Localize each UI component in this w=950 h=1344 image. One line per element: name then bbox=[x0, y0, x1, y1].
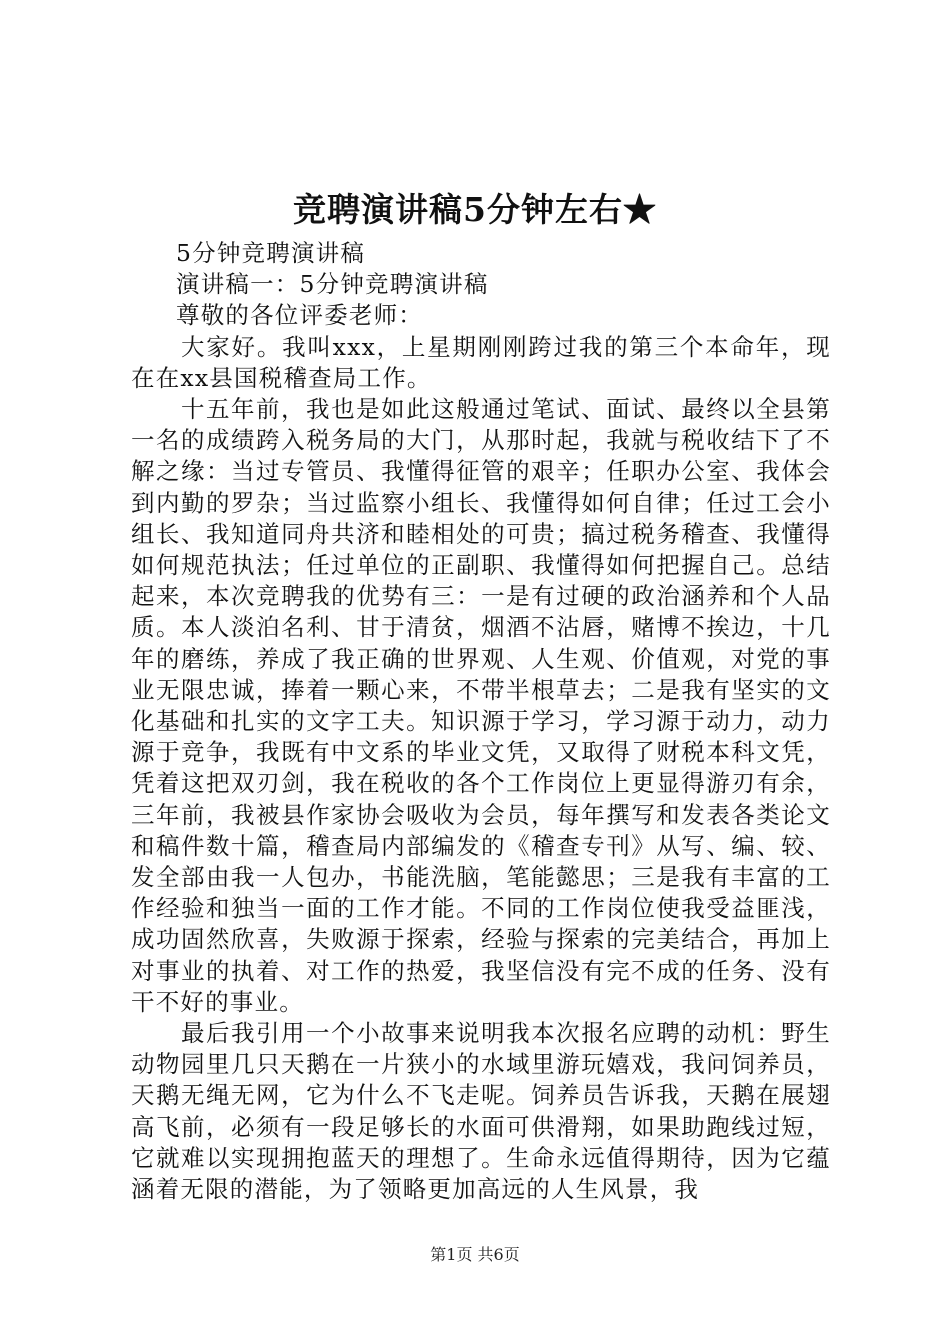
document-title: 竞聘演讲稿5分钟左右★ bbox=[293, 190, 657, 229]
paragraph-greeting: 大家好。我叫xxx，上星期刚刚跨过我的第三个本命年，现在在xx县国税稽查局工作。 bbox=[131, 332, 831, 392]
document-body bbox=[131, 238, 831, 1205]
paragraph-story: 最后我引用一个小故事来说明我本次报名应聘的动机：野生动物园里几只天鹅在一片狭小的水域里游玩嬉戏，我问饲养员，天鹅无绳无网，它为什么不飞走呢。饲养员告诉我，天鹅在展翅高飞前，必须有一段足够长的水面可供滑翔，如果助跑线过短，它就难以实现拥抱蓝天的理想了。生命永远值得期待，因为它蕴涵着无限的潜能，为了领略更加高远的人生风景，我 bbox=[131, 1019, 831, 1204]
salutation-line: 尊敬的各位评委老师： bbox=[176, 301, 423, 330]
page-number-footer: 第1页 共6页 bbox=[430, 1245, 520, 1264]
section-heading: 演讲稿一：5分钟竞聘演讲稿 bbox=[176, 270, 489, 299]
subtitle-line: 5分钟竞聘演讲稿 bbox=[176, 239, 366, 267]
paragraph-experience: 十五年前，我也是如此这般通过笔试、面试、最终以全县第一名的成绩跨入税务局的大门，从那时起，我就与税收结下了不解之缘：当过专管员、我懂得征管的艰辛；任职办公室、我体会到内勤的罗杂；当过监察小组长、我懂得如何自律；任过工会小组长、我知道同舟共济和睦相处的可贵；搞过税务稽查、我懂得如何规范执法；任过单位的正副职、我懂得如何把握自己。总结起来，本次竞聘我的优势有三：一是有过硬的政治涵养和个人品质。本人淡泊名利、甘于清贫，烟酒不沾唇，赌博不挨边，十几年的磨练，养成了我正确的世界观、人生观、价值观，对党的事业无限忠诚，捧着一颗心来，不带半根草去；二是我有坚实的文化基础和扎实的文字工夫。知识源于学习，学习源于动力，动力源于竞争，我既有中文系的毕业文凭，又取得了财税本科文凭，凭着这把双刃剑，我在税收的各个工作岗位上更显得游刃有余，三年前，我被县作家协会吸收为会员，每年撰写和发表各类论文和稿件数十篇，稽查局内部编发的《稽查专刊》从写、编、较、发全部由我一人包办，书能洗脑，笔能懿思；三是我有丰富的工作经验和独当一面的工作才能。不同的工作岗位使我受益匪浅，成功固然欣喜，失败源于探索，经验与探索的完美结合，再加上对事业的执着、对工作的热爱，我坚信没有完不成的任务、没有干不好的事业。 bbox=[131, 395, 831, 1016]
